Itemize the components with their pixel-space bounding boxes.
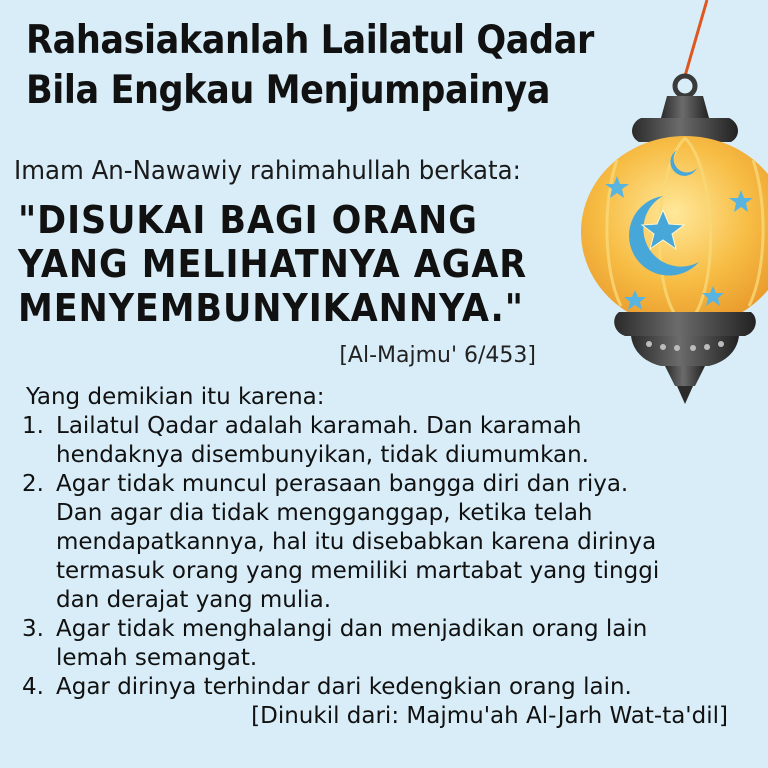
reason-line: Agar tidak muncul perasaan bangga diri dan riya. bbox=[56, 471, 629, 497]
reason-line: Dan agar dia tidak mengganggap, ketika telah bbox=[56, 500, 593, 526]
lantern-bottom-body bbox=[631, 336, 739, 366]
quote-reference: [Al-Majmu' 6/453] bbox=[339, 343, 536, 368]
reason-line: Agar dirinya terhindar dari kedengkian orang lain. bbox=[56, 674, 632, 700]
intro-text: Imam An-Nawawiy rahimahullah berkata: bbox=[14, 156, 521, 186]
reason-line: Agar tidak menghalangi dan menjadikan orang lain bbox=[56, 616, 648, 642]
reason-line: mendapatkannya, hal itu disebabkan karena dirinya bbox=[56, 529, 657, 555]
reason-text bbox=[56, 673, 632, 702]
page-title bbox=[26, 16, 594, 116]
reasons-section bbox=[22, 383, 752, 731]
source-citation: [Dinukil dari: Majmu'ah Al-Jarh Wat-ta'dil] bbox=[251, 703, 728, 729]
reason-line: hendaknya disembunyikan, tidak diumumkan. bbox=[56, 442, 589, 468]
lantern-tip-point bbox=[677, 386, 693, 404]
reason-number: 3. bbox=[22, 616, 44, 642]
reason-line: dan derajat yang mulia. bbox=[56, 587, 332, 613]
lantern-tip bbox=[665, 366, 705, 386]
reason-text bbox=[56, 412, 589, 470]
reasons-lead: Yang demikian itu karena: bbox=[26, 384, 325, 410]
title-line-1: Rahasiakanlah Lailatul Qadar bbox=[26, 18, 594, 63]
lantern-string bbox=[685, 0, 707, 76]
reason-item bbox=[22, 412, 752, 470]
reason-item bbox=[22, 673, 752, 702]
reason-line: Lailatul Qadar adalah karamah. Dan karamah bbox=[56, 413, 582, 439]
reason-number: 1. bbox=[22, 413, 44, 439]
lantern-cap bbox=[661, 96, 709, 118]
reason-number: 4. bbox=[22, 674, 44, 700]
quote-line-3: MENYEMBUNYIKANNYA." bbox=[18, 286, 524, 330]
quote-block bbox=[18, 198, 533, 330]
reason-line: termasuk orang yang memiliki martabat yang tinggi bbox=[56, 558, 660, 584]
reason-item bbox=[22, 470, 752, 615]
title-line-2: Bila Engkau Menjumpainya bbox=[26, 68, 550, 113]
quote-line-2: YANG MELIHATNYA AGAR bbox=[18, 242, 528, 286]
reason-text bbox=[56, 470, 659, 615]
lantern-bottom bbox=[614, 312, 756, 336]
lantern-ring bbox=[675, 76, 695, 96]
reason-number: 2. bbox=[22, 471, 44, 497]
reason-item bbox=[22, 615, 752, 673]
hanging-ramadan-lantern-icon bbox=[545, 0, 768, 410]
reason-line: lemah semangat. bbox=[56, 645, 258, 671]
quote-line-1: "DISUKAI BAGI ORANG bbox=[18, 198, 478, 242]
reason-text bbox=[56, 615, 647, 673]
